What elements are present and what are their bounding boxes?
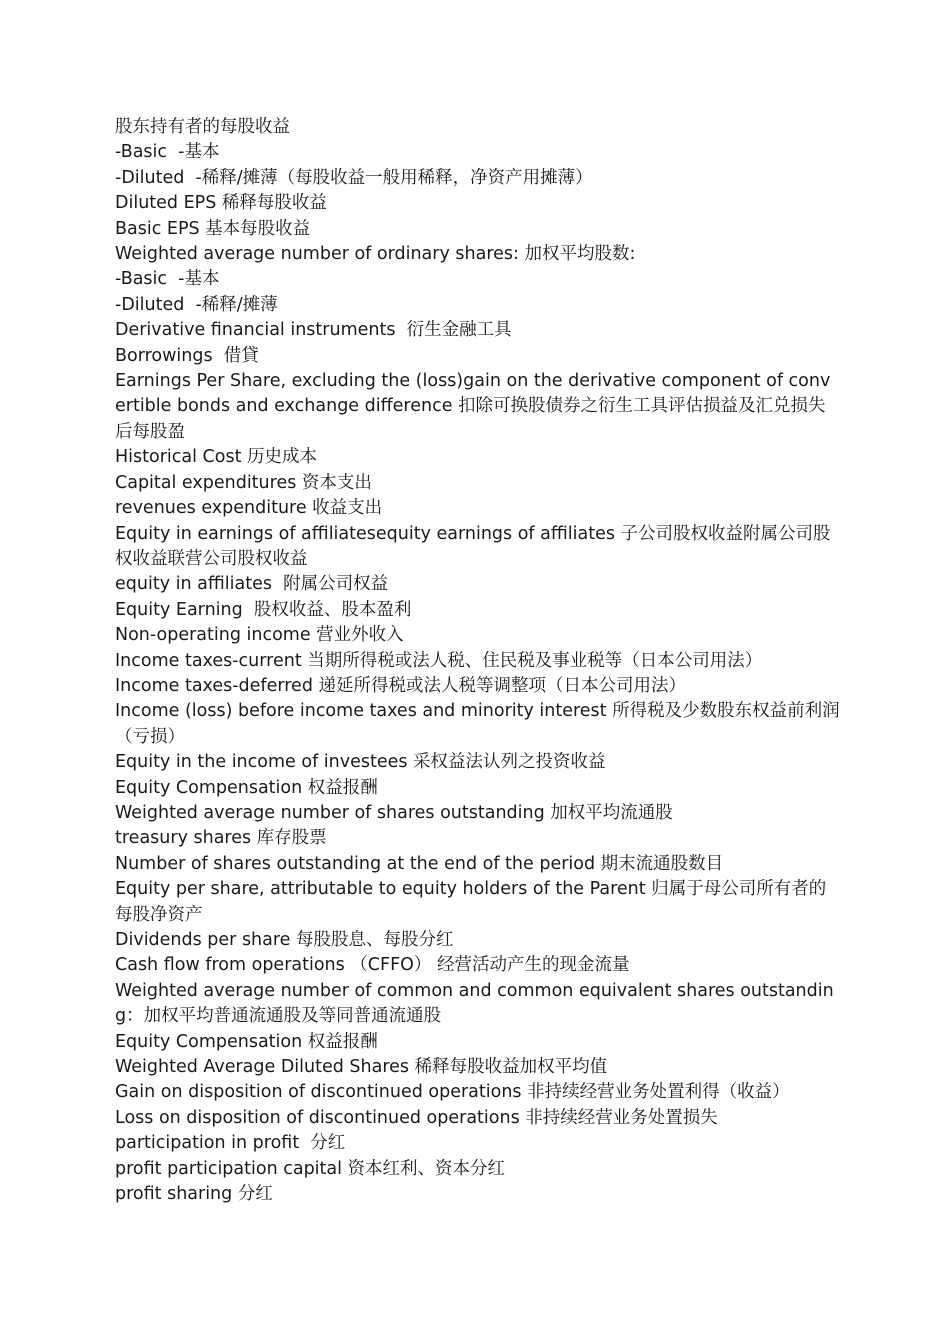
text-line: Equity Earning 股权收益、股本盈利 <box>115 599 412 620</box>
text-line: Earnings Per Share, excluding the (loss)gain on the derivative component of convertible bonds and exchange difference 扣除可换股债券之衍生工具评估损益及汇兑损失后每股盈 <box>115 371 831 442</box>
text-line: participation in profit 分红 <box>115 1133 346 1154</box>
text-line: Weighted average number of shares outstanding 加权平均流通股 <box>115 802 673 823</box>
text-line: Equity in earnings of affiliatesequity earnings of affiliates 子公司股权收益附属公司股权收益联营公司股权收益 <box>115 523 831 569</box>
text-line: profit participation capital 资本红利、资本分红 <box>115 1158 506 1179</box>
document-body <box>115 115 840 1207</box>
text-line: Gain on disposition of discontinued operations 非持续经营业务处置利得（收益） <box>115 1082 790 1103</box>
text-line: Weighted average number of common and common equivalent shares outstanding：加权平均普通流通股及等同普通流通股 <box>115 980 834 1027</box>
text-line: Income taxes-deferred 递延所得税或法人税等调整项（日本公司用法） <box>115 675 686 696</box>
text-line: -Basic -基本 <box>115 269 220 290</box>
text-line: Equity Compensation 权益报酬 <box>115 1031 378 1052</box>
text-line: Borrowings 借貸 <box>115 345 259 366</box>
text-line: Historical Cost 历史成本 <box>115 447 318 468</box>
text-line: treasury shares 库存股票 <box>115 828 327 849</box>
text-line: Income (loss) before income taxes and minority interest 所得税及少数股东权益前利润（亏损） <box>115 701 840 747</box>
text-line: Number of shares outstanding at the end of the period 期末流通股数目 <box>115 853 724 874</box>
text-line: equity in affiliates 附属公司权益 <box>115 574 389 595</box>
text-line: Basic EPS 基本每股收益 <box>115 218 311 239</box>
text-line: Dividends per share 每股股息、每股分红 <box>115 930 454 950</box>
text-line: Equity Compensation 权益报酬 <box>115 777 378 798</box>
text-line: Cash flow from operations （CFFO） 经营活动产生的现金流量 <box>115 955 630 976</box>
text-line: Capital expenditures 资本支出 <box>115 472 372 493</box>
text-line: Income taxes-current 当期所得税或法人税、住民税及事业税等（日本公司用法） <box>115 650 763 671</box>
text-line: -Diluted -稀释/摊薄 <box>115 294 278 315</box>
text-line: -Diluted -稀释/摊薄（每股收益一般用稀释，净资产用摊薄） <box>115 167 593 188</box>
text-line: Diluted EPS 稀释每股收益 <box>115 193 327 214</box>
text-line: Derivative financial instruments 衍生金融工具 <box>115 320 512 341</box>
text-line: 股东持有者的每股收益 <box>115 117 290 137</box>
text-line: -Basic -基本 <box>115 142 220 163</box>
text-line: Equity per share, attributable to equity holders of the Parent 归属于母公司所有者的每股净资产 <box>115 879 827 925</box>
text-line: revenues expenditure 收益支出 <box>115 498 383 519</box>
text-line: Weighted average number of ordinary shares: 加权平均股数: <box>115 244 636 265</box>
text-line: Loss on disposition of discontinued operations 非持续经营业务处置损失 <box>115 1107 718 1128</box>
text-line: Non-operating income 营业外收入 <box>115 625 404 646</box>
text-line: Equity in the income of investees 采权益法认列之投资收益 <box>115 752 606 773</box>
text-line: profit sharing 分红 <box>115 1184 273 1205</box>
text-line: Weighted Average Diluted Shares 稀释每股收益加权平均值 <box>115 1057 608 1078</box>
